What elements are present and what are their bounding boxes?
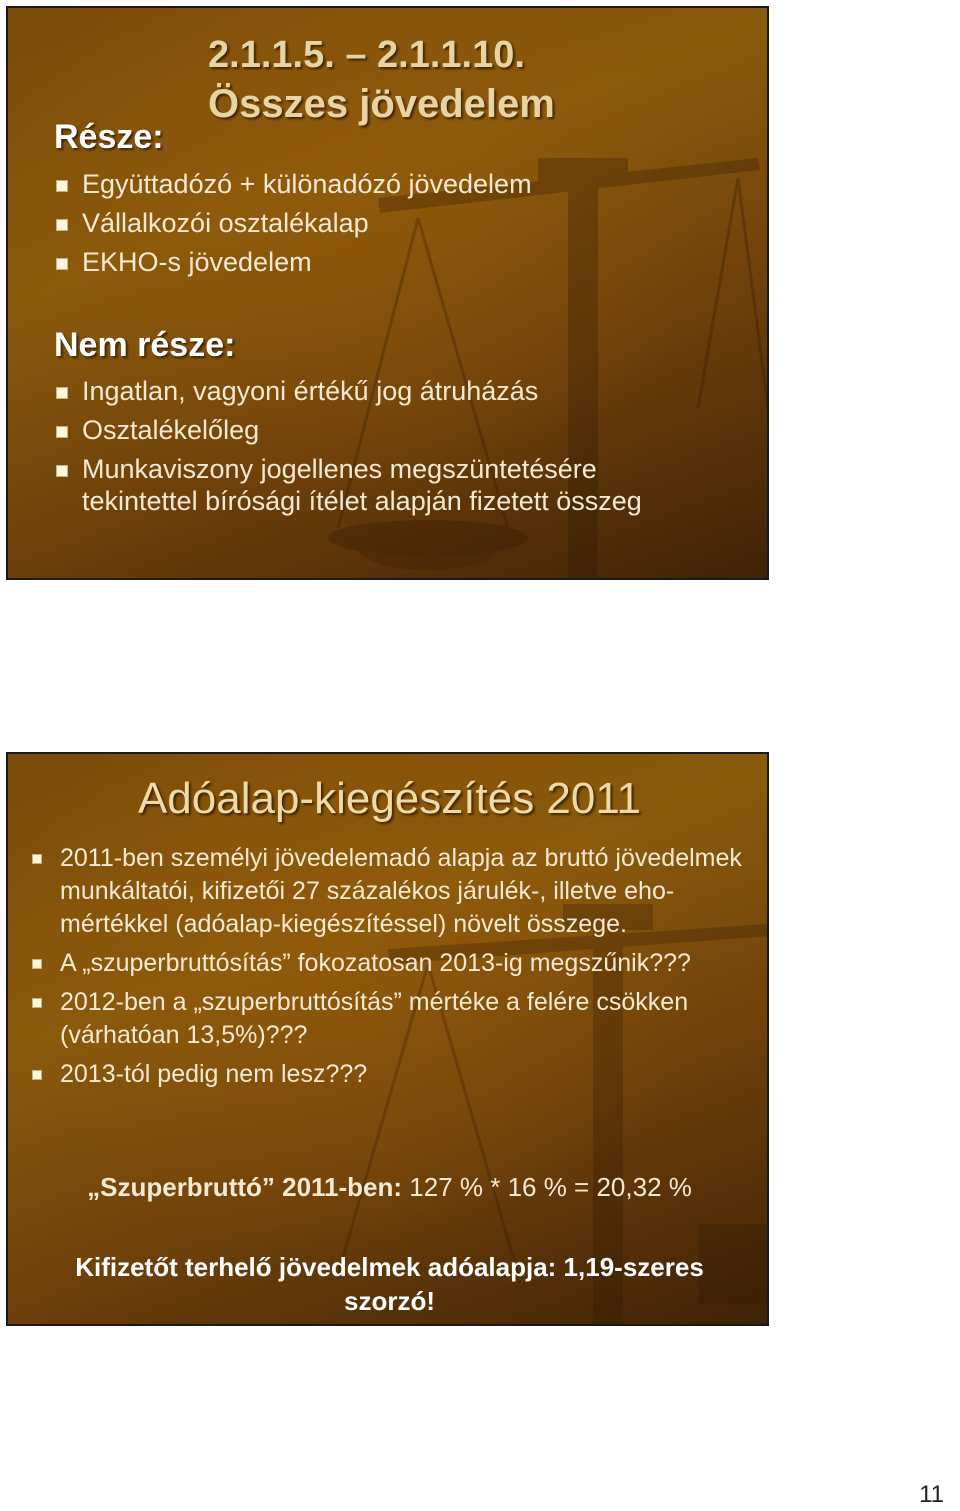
- list-item: 2012-ben a „szuperbruttósítás” mértéke a felére csökken (várhatóan 13,5%)???: [30, 986, 760, 1052]
- bullet-icon: [56, 426, 68, 438]
- resze-heading: Része:: [54, 118, 164, 156]
- list-item: Munkaviszony jogellenes megszüntetésére tekintettel bírósági ítélet alapján fizetett összeg: [54, 453, 714, 517]
- list-item: A „szuperbruttósítás” fokozatosan 2013-ig megszűnik???: [30, 947, 760, 980]
- bullet-icon: [56, 180, 68, 192]
- slide-title: Összes jövedelem: [208, 82, 555, 126]
- list-item: Ingatlan, vagyoni értékű jog átruházás: [54, 375, 714, 407]
- bullet-icon: [32, 998, 42, 1008]
- nem-resze-heading: Nem része:: [54, 326, 236, 364]
- bullet-icon: [56, 387, 68, 399]
- list-item: Osztalékelőleg: [54, 414, 714, 446]
- bullet-icon: [56, 258, 68, 270]
- slide-title: Adóalap-kiegészítés 2011: [137, 774, 642, 823]
- bullet-icon: [32, 854, 42, 864]
- slide-adoalap-kiegeszites: [6, 752, 769, 1326]
- list-item: Együttadózó + különadózó jövedelem: [54, 168, 734, 200]
- slide-osszes-jovedelem: [6, 6, 769, 580]
- adoalap-list: [30, 842, 760, 1091]
- nem-resze-list: [54, 375, 714, 517]
- list-item: EKHO-s jövedelem: [54, 246, 734, 278]
- list-item: 2011-ben személyi jövedelemadó alapja az bruttó jövedelmek munkáltatói, kifizetői 27 százalékos járulék-, illetve eho-mértékkel (adóalap-kiegészítéssel) növelt összege.: [30, 842, 760, 941]
- slide-title-section: 2.1.1.5. – 2.1.1.10.: [208, 34, 525, 76]
- bullet-icon: [56, 219, 68, 231]
- list-item: 2013-tól pedig nem lesz???: [30, 1058, 760, 1091]
- page-number: 11: [919, 1481, 944, 1508]
- szuperbrutto-formula: „Szuperbruttó” 2011-ben: 127 % * 16 % = 20,32 %: [87, 1172, 692, 1202]
- bullet-icon: [32, 959, 42, 969]
- bullet-icon: [32, 1070, 42, 1080]
- resze-list: [54, 168, 734, 285]
- list-item: Vállalkozói osztalékalap: [54, 207, 734, 239]
- conclusion-text: Kifizetőt terhelő jövedelmek adóalapja: 1,19-szeres szorzó!: [75, 1252, 704, 1316]
- bullet-icon: [56, 465, 68, 477]
